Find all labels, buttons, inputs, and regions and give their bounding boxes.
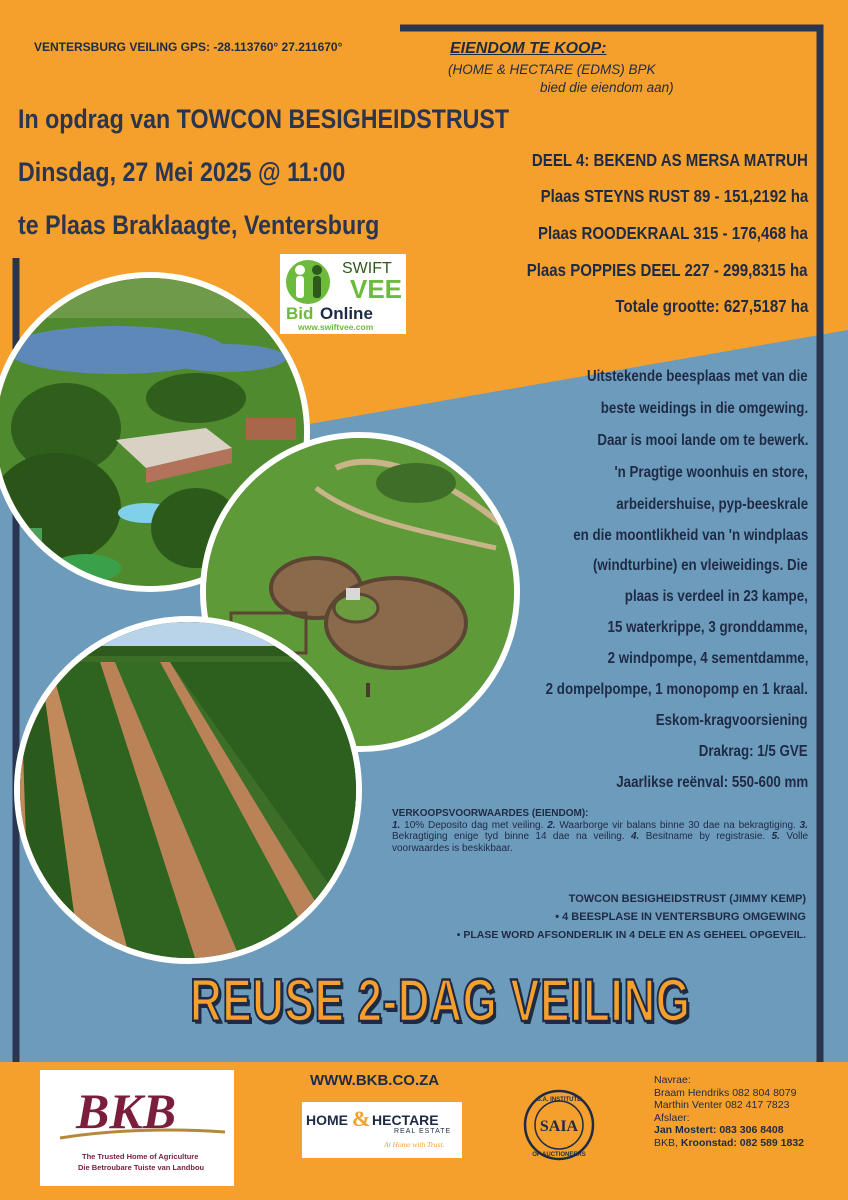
for-sale-title: EIENDOM TE KOOP:: [450, 40, 607, 57]
property-total-size: Totale grootte: 627,5187 ha: [615, 296, 808, 316]
saia-logo[interactable]: [522, 1088, 596, 1162]
swiftvee-swift-text: SWIFT: [342, 260, 392, 277]
description-line-2: beste weidings in die omgewing.: [600, 400, 808, 417]
saia-seal-icon: [522, 1088, 596, 1162]
home-hectare-home-text: HOME: [306, 1112, 348, 1128]
saia-monogram: SAIA: [539, 1118, 579, 1135]
for-sale-line-1: (HOME & HECTARE (EDMS) BPK: [448, 62, 656, 77]
contact-bkb-kroonstad[interactable]: [654, 1137, 804, 1150]
condition-3-text: Bekragtiging enige tyd binne 14 dae na veiling.: [392, 831, 631, 842]
contact-kroonstad-number: Kroonstad: 082 589 1832: [680, 1136, 805, 1149]
swiftvee-vee-text: VEE: [350, 274, 403, 304]
condition-2-number: 2.: [547, 819, 556, 831]
saia-ring-bottom-text: OF AUCTIONEERS: [532, 1152, 586, 1158]
for-sale-line-2: bied die eiendom aan): [540, 80, 674, 95]
property-part: DEEL 4: BEKEND AS MERSA MATRUH: [532, 150, 808, 170]
swiftvee-online-text: Online: [320, 304, 373, 323]
description-line-1: Uitstekende beesplaas met van die: [587, 368, 808, 385]
condition-4-text: Besitname by registrasie.: [639, 831, 772, 842]
bkb-logo-text: BKB: [76, 1083, 177, 1139]
condition-4-number: 4.: [631, 831, 640, 842]
description-line-7: (windturbine) en vleiweidings. Die: [593, 557, 808, 574]
conditions-text: [392, 820, 808, 855]
description-line-14: Jaarlikse reënval: 550-600 mm: [616, 774, 808, 791]
property-farm-3: Plaas POPPIES DEEL 227 - 299,8315 ha: [527, 260, 808, 280]
contact-bkb-prefix: BKB,: [654, 1136, 681, 1149]
bkb-tagline-english: The Trusted Home of Agriculture: [82, 1152, 199, 1161]
description-line-12: Eskom-kragvoorsiening: [656, 712, 808, 729]
description-line-10: 2 windpompe, 4 sementdamme,: [607, 650, 808, 667]
condition-3-number: 3.: [799, 819, 808, 831]
towcon-bullet-2: • PLASE WORD AFSONDERLIK IN 4 DELE EN AS GEHEEL OPGEVEIL.: [456, 929, 806, 941]
swiftvee-logo[interactable]: [280, 254, 406, 334]
description-line-5: arbeidershuise, pyp-beeskrale: [616, 496, 808, 513]
description-line-4: 'n Pragtige woonhuis en store,: [614, 464, 808, 481]
description-line-11: 2 dompelpompe, 1 monopomp en 1 kraal.: [545, 681, 808, 698]
towcon-title: TOWCON BESIGHEIDSTRUST (JIMMY KEMP): [568, 893, 806, 905]
description-line-9: 15 waterkrippe, 3 gronddamme,: [607, 619, 808, 636]
contact-jan-mostert[interactable]: Jan Mostert: 083 306 8408: [654, 1124, 784, 1137]
headline-instruction: In opdrag van TOWCON BESIGHEIDSTRUST: [18, 104, 510, 134]
home-hectare-subtitle: REAL ESTATE: [394, 1128, 452, 1135]
maize-field-image: [20, 622, 356, 958]
photo-maize-field: [14, 616, 362, 964]
home-hectare-logo[interactable]: [302, 1102, 462, 1158]
condition-1-text: 10% Deposito dag met veiling.: [400, 819, 548, 831]
enquiries-label: Navrae:: [654, 1074, 691, 1086]
condition-2-text: Waarborge vir balans binne 30 dae na bekragtiging.: [555, 819, 800, 831]
condition-5-number: 5.: [771, 831, 780, 842]
swiftvee-bid-text: Bid: [286, 304, 314, 323]
auctioneer-label: Afslaer:: [654, 1111, 690, 1124]
towcon-bullet-1: • 4 BEESPLASE IN VENTERSBURG OMGEWING: [555, 911, 806, 923]
description-line-3: Daar is mooi lande om te bewerk.: [596, 432, 808, 449]
headline-date: Dinsdag, 27 Mei 2025 @ 11:00: [18, 157, 346, 187]
description-line-8: plaas is verdeel in 23 kampe,: [624, 588, 808, 605]
bkb-tagline-afrikaans: Die Betroubare Tuiste van Landbou: [78, 1163, 205, 1172]
saia-ring-top-text: S.A. INSTITUTE: [536, 1097, 582, 1103]
home-hectare-slogan: At Home with Trust.: [384, 1140, 445, 1149]
condition-5-text: Volle voorwaardes is beskikbaar.: [392, 831, 809, 854]
description-line-6: en die moontlikheid van 'n windplaas: [572, 527, 808, 544]
gps-coordinates: VENTERSBURG VEILING GPS: -28.113760° 27.211670°: [34, 40, 343, 54]
headline-location: te Plaas Braklaagte, Ventersburg: [18, 210, 380, 240]
home-hectare-hectare-text: HECTARE: [372, 1112, 439, 1128]
description-line-13: Drakrag: 1/5 GVE: [699, 743, 808, 760]
bkb-logo[interactable]: [40, 1070, 234, 1186]
main-auction-title: REUSE 2-DAG VEILING: [190, 967, 691, 1034]
property-farm-2: Plaas ROODEKRAAL 315 - 176,468 ha: [538, 223, 808, 243]
swiftvee-url[interactable]: www.swiftvee.com: [298, 322, 374, 332]
conditions-title: VERKOOPSVOORWAARDES (EIENDOM):: [392, 808, 589, 819]
property-farm-1: Plaas STEYNS RUST 89 - 151,2192 ha: [540, 186, 808, 206]
conditions-of-sale: [392, 808, 808, 854]
contact-braam-hendriks[interactable]: Braam Hendriks 082 804 8079: [654, 1086, 797, 1099]
contact-marthin-venter[interactable]: Marthin Venter 082 417 7823: [654, 1099, 790, 1112]
website-link[interactable]: WWW.BKB.CO.ZA: [310, 1072, 440, 1089]
condition-1-number: 1.: [392, 819, 401, 831]
contact-details: [654, 1074, 804, 1150]
home-hectare-ampersand: &: [352, 1106, 371, 1131]
